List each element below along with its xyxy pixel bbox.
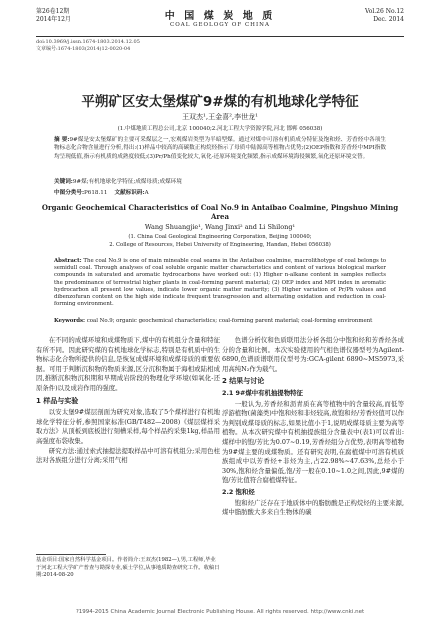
doi: doi:10.3969/j.issn.1674-1803.2014.12.05	[36, 39, 140, 45]
authors: 王双杰¹,王金喜²,李世龙¹	[182, 113, 258, 121]
english-authors: Wang Shuangjie¹, Wang Jinxi² and Li Shilong¹	[144, 223, 296, 231]
english-affiliation	[60, 233, 380, 249]
english-title: Organic Geochemical Characteristics of Coal No.9 in Antaibao Coalmine, Pingshuo Mining Area	[41, 203, 399, 221]
english-affiliation-2: 2. College of Resources, Hebei University of Engineering, Handan, Hebei 056038)	[109, 242, 331, 248]
paper-title: 平朔矿区安太堡煤矿9#煤的有机地球化学特征	[81, 94, 359, 110]
journal-title	[36, 7, 404, 28]
subsection-heading: 2.2 饱和烃	[222, 487, 255, 496]
clc-value: P618.11	[84, 190, 108, 196]
footnote: 基金项目:国家自然科学基金项目。作者简介:王双杰(1982—),男,工程师,毕业于河北工程大学矿产普查与勘探专业,硕士学位,从事地质勘查研究工作。收稿日期:2014-08-20	[36, 557, 220, 578]
classification	[54, 188, 149, 196]
journal-title-cn: 中 国 煤 炭 地 质	[164, 11, 276, 22]
english-affiliation-1: (1. China Coal Geological Engineering Corporation, Beijing 100040;	[128, 234, 312, 240]
abstract-en-text: The coal No.9 is one of main mineable coal seams in the Antaibao coalmine, macrolithotype of coal belongs to semidull coal. Through analyses of coal soluble organic matter characteristics and content of various biological marker compounds in saturated and aromatic hydrocarbons have worked out: (1) Higher n-alkane content in samples reflects the predominance of terrestrial higher plants in coal-forming parent material; (2) OEP index and MPI index in aromatic hydrocarbon all present low values, indicate lower organic matter maturity; (3) Higher variation of Pr/Ph values and dibenzofuran content on the high side indicate frequent transgression and alternating oxidation and reduction in coal-forming environment.	[54, 258, 386, 308]
keywords-text: 9#煤;有机地球化学特征;成煤母质;成煤环境	[72, 179, 182, 185]
subsection-heading: 2.1 9#煤中有机抽提物特征	[222, 388, 303, 397]
abstract-label: 摘 要:	[54, 137, 70, 143]
abstract-en-label: Abstract:	[54, 258, 82, 264]
affiliation: (1.中煤地质工程总公司,北京 100040;2.河北工程大学资源学院,河北 邯郸 056038)	[117, 126, 323, 132]
footnote-rule	[36, 554, 106, 555]
doc-code-value: A	[144, 190, 149, 196]
issue-info-en	[365, 8, 404, 24]
abstract-cn	[54, 136, 386, 161]
section-heading: 1 样品与实验	[36, 396, 79, 405]
body-paragraph: 一般认为,芳香烃和沥青质在高等植物中的含量较高,而低等浮游植物(菌藻类)中饱和烃和非烃较高,故饱和烃/芳香烃值可以作为判别成煤母质的标志,如果比值小于1,说明成煤母质主要为高等植物。从本次研究煤中有机抽提族组分含量表中(表1)可以看出:煤样中的饱/芳比为0.07~0.19,芳香烃组分占优势,表明高等植物为9#煤主要的成煤物质。还有研究表明,在腐植煤中可溶有机质族组成中以芳香烃+非烃为主,占22.98%~47.63%,总烃小于30%,饱和烃含量偏低,饱/芳一般在0.10~1.0之间,因此,9#煤的饱/芳比值符合腐植煤特征。	[222, 399, 404, 485]
body-paragraph: 色谱分析仪和色质联用法分析各组分中饱和烃和芳香烃各成分的含量和比例。本次实验使用的气相色谱仪器型号为Agilent-6890,色谱质谱联用仪型号为:GCA-gilent 6890~MS5973,采用高纯N₂作为载气。	[222, 336, 404, 373]
body-paragraph: 研究方法:通过索式抽提法提取样品中可溶有机组分;采用色柱法对各族组分进行分离;采用气相	[36, 446, 220, 465]
copyright-line: ?1994-2015 China Academic Journal Electronic Publishing House. All rights reserved. http://www.cnki.net	[75, 609, 365, 615]
header-rule	[36, 36, 404, 37]
keywords-en-label: Keywords:	[54, 318, 85, 324]
journal-title-en: COAL GEOLOGY OF CHINA	[170, 22, 270, 28]
keywords-label: 关键词:	[54, 179, 73, 185]
keywords-en	[54, 318, 386, 325]
doc-code-label: 文献标识码:	[114, 190, 145, 196]
doi-block	[36, 39, 140, 53]
abstract-text: 9#煤是安太堡煤矿的主要可采煤层之一,宏观煤岩类型为半暗型煤。通过对煤中可溶有机质成分特征及饱和烃、芳香烃中各项生物标志化合物含量进行分析,得出:(1)样品中较高的高碳数正构烷烃指示了母质中陆源高等植物占优势;(2)OEP指数和芳香烃中MPI指数均呈现低值,指示有机质的成熟度较低;(3)Pr/Ph值变化较大,氧化-还原环境变化频繁,指示成煤环境海侵频繁,氧化还原环境交替。	[54, 137, 387, 160]
journal-header	[36, 6, 404, 36]
volume-en: Vol.26 No.12	[364, 8, 404, 15]
body-paragraph: 以安太堡9#煤层剖面为研究对象,选取了5个煤样进行有机地球化学特征分析,参照国家标准(GB/T482—2008)《煤层煤样采取方法》从顶板到底板进行刻槽采样,每个样品约采集1kg,样品用高强度布袋收集。	[36, 408, 220, 445]
body-paragraph: 饱和烃广泛存在于地质体中的脂肪酸是正构烷烃的主要来源,煤中脂肪酸大多来自生物体的碳	[222, 498, 404, 517]
body-column-left	[36, 336, 220, 466]
keywords-cn	[54, 178, 386, 186]
clc-label: 中图分类号:	[54, 190, 85, 196]
date-cn: 2014年12月	[36, 16, 71, 23]
keywords-en-text: coal No.9; organic geochemical characteristics; coal-forming parent material; coal-forming environment	[86, 318, 373, 324]
section-heading: 2 结果与讨论	[222, 377, 265, 386]
article-number: 文章编号:1674-1803(2014)12-0020-04	[36, 46, 131, 52]
body-column-right	[222, 336, 404, 518]
abstract-en	[54, 258, 386, 308]
date-en: Dec. 2014	[373, 16, 404, 23]
volume-cn: 第26卷12期	[36, 8, 70, 15]
intro-paragraph: 在不同的成煤环境和成煤物质下,煤中的有机组分含量和特征有所不同。因此研究煤的有机地球化学标志,特别是有机质中的生物标志化合物所提供的信息,是恢复成煤环境和成煤母质的重要依据。可用于判断沉积物的物质来源,区分沉积物属于海相或陆相成因,推断沉积物沉积期和早期成岩阶段的物理化学环境(如氧化-还原条件)以及成岩作用的强度。	[36, 336, 220, 392]
